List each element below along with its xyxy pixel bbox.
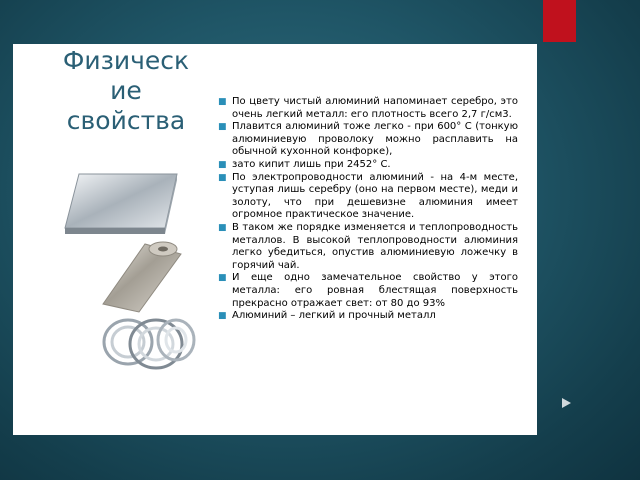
list-item xyxy=(218,159,518,172)
list-item xyxy=(218,96,518,121)
aluminum-foil-image xyxy=(93,234,185,314)
arrow-right-icon[interactable] xyxy=(562,398,571,408)
square-bullet-icon: ■ xyxy=(218,122,227,133)
square-bullet-icon: ■ xyxy=(218,273,227,284)
title-line: ие xyxy=(110,76,142,105)
title-line: свойства xyxy=(66,106,186,135)
aluminum-wire-coils-image xyxy=(98,304,198,376)
square-bullet-icon: ■ xyxy=(218,222,227,233)
bullet-text: По цвету чистый алюминий напоминает серебро, это очень легкий металл: его плотность всего 2,7 г/см3. xyxy=(232,96,518,120)
bullet-text: По электропроводности алюминий - на 4-м месте, уступая лишь серебру (оно на первом месте), меди и золоту, что при дешевизне алюминия имеет огромное практическое значение. xyxy=(232,171,518,221)
bullet-text: Алюминий – легкий и прочный металл xyxy=(232,310,436,322)
red-accent-tab xyxy=(543,0,576,42)
bullet-text: В таком же порядке изменяется и теплопроводность металлов. В высокой теплопроводности алюминия легко убедиться, опустив алюминиевую ложечку в горячий чай. xyxy=(232,221,518,271)
title-line: Физическ xyxy=(62,46,190,75)
bullet-text: зато кипит лишь при 2452° С. xyxy=(232,158,391,170)
square-bullet-icon: ■ xyxy=(218,172,227,183)
list-item xyxy=(218,272,518,310)
bullet-list xyxy=(218,96,518,323)
bullet-text: Плавится алюминий тоже легко - при 600° С (тонкую алюминиевую проволоку можно расплавить на обычной кухонной конфорке), xyxy=(232,121,518,158)
square-bullet-icon: ■ xyxy=(218,159,227,170)
slide-title xyxy=(31,46,221,136)
aluminum-sheets-image xyxy=(61,172,179,236)
bullet-text: И еще одно замечательное свойство у этого металла: его ровная блестящая поверхность прекрасно отражает свет: от 80 до 93% xyxy=(232,272,518,309)
list-item xyxy=(218,310,518,323)
list-item xyxy=(218,121,518,159)
square-bullet-icon: ■ xyxy=(218,97,227,107)
square-bullet-icon: ■ xyxy=(218,311,227,322)
slide-content xyxy=(13,44,537,435)
list-item xyxy=(218,222,518,272)
list-item xyxy=(218,172,518,222)
